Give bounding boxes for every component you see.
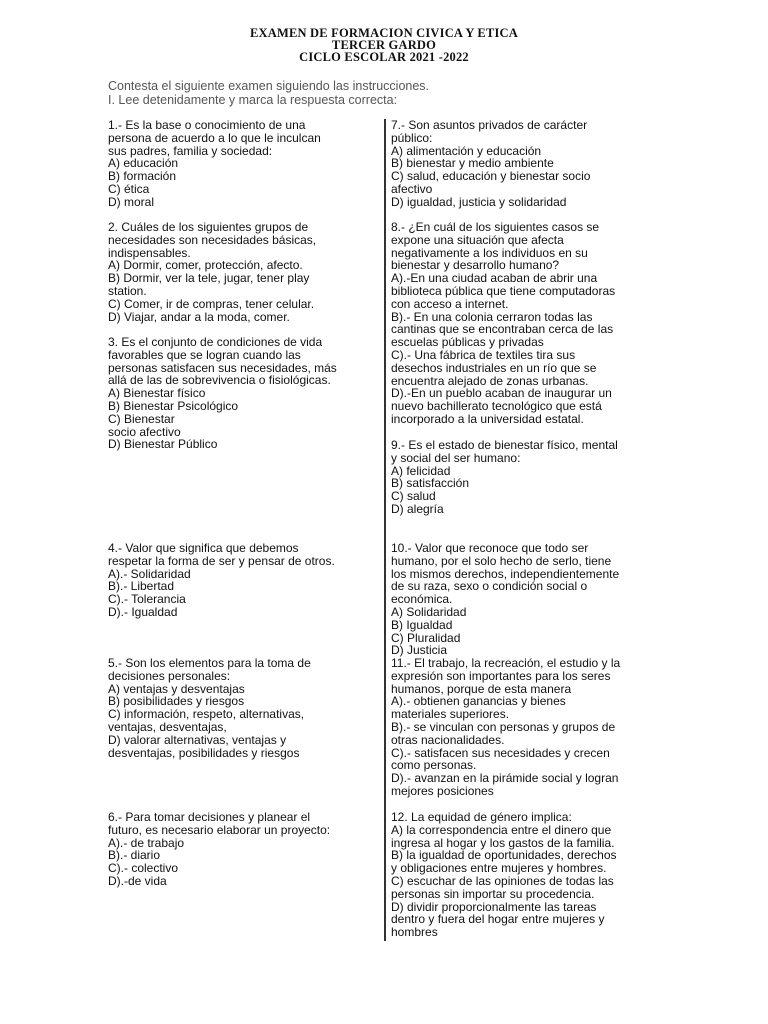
question-line: B) Igualdad xyxy=(391,617,453,632)
question-line: C).- satisfacen sus necesidades y crecen xyxy=(391,745,610,760)
question-line: biblioteca pública que tiene computadoras xyxy=(391,283,616,298)
question-line: C) Pluralidad xyxy=(391,630,461,645)
question-line: C) Comer, ir de compras, tener celular. xyxy=(108,296,315,311)
question-line: público: xyxy=(391,130,433,145)
question-line: y social del ser humano: xyxy=(391,450,521,465)
question-line: necesidades son necesidades básicas, xyxy=(108,232,317,247)
question-line: A) la correspondencia entre el dinero que xyxy=(391,822,612,837)
question-3 xyxy=(108,336,376,451)
question-line: A) Bienestar físico xyxy=(108,386,206,401)
question-line: A).- Solidaridad xyxy=(108,566,191,581)
question-text-line: 12. La equidad de género implica: xyxy=(391,810,572,824)
question-line: C) ética xyxy=(108,181,150,196)
question-text-line: 3. Es el conjunto de condiciones de vida xyxy=(108,335,323,349)
question-line: nuevo bachillerato tecnológico que está xyxy=(391,399,602,414)
question-line: otras nacionalidades. xyxy=(391,732,505,747)
question-line: C).- Una fábrica de textiles tira sus xyxy=(391,347,576,362)
question-line: D).-de vida xyxy=(108,873,167,888)
question-line: ventajas, desventajas, xyxy=(108,719,227,734)
question-text-line: 2. Cuáles de los siguientes grupos de xyxy=(108,220,309,234)
question-line: D) Bienestar Público xyxy=(108,437,218,452)
question-line: negativamente a los individuos en su xyxy=(391,245,588,260)
question-line: D) dividir proporcionalmente las tareas xyxy=(391,899,597,914)
question-line: D).-En un pueblo acaban de inaugurar un xyxy=(391,386,612,401)
instructions xyxy=(108,80,429,107)
question-12 xyxy=(391,811,661,939)
question-line: materiales superiores. xyxy=(391,707,510,722)
question-line: D) Justicia xyxy=(391,643,448,658)
question-10 xyxy=(391,542,661,657)
question-line: como personas. xyxy=(391,758,477,773)
question-line: D) alegría xyxy=(391,501,444,516)
question-line: ingresa al hogar y los gastos de la familia. xyxy=(391,835,615,850)
question-line: B) la igualdad de oportunidades, derechos xyxy=(391,848,617,863)
question-11 xyxy=(391,657,661,798)
question-line: C) información, respeto, alternativas, xyxy=(108,707,305,722)
question-5 xyxy=(108,657,376,759)
question-line: C).- Tolerancia xyxy=(108,592,186,607)
question-line: y obligaciones entre mujeres y hombres. xyxy=(391,861,607,876)
question-6 xyxy=(108,811,376,888)
question-text-line: 1.- Es la base o conocimiento de una xyxy=(108,118,306,132)
question-line: A) alimentación y educación xyxy=(391,143,542,158)
question-line: desventajas, posibilidades y riesgos xyxy=(108,745,300,760)
question-line: station. xyxy=(108,283,147,298)
question-line: B) satisfacción xyxy=(391,476,470,491)
question-line: B) posibilidades y riesgos xyxy=(108,694,245,709)
question-line: B) Bienestar Psicológico xyxy=(108,398,239,413)
question-line: B).- se vinculan con personas y grupos de xyxy=(391,719,616,734)
question-line: favorables que se logran cuando las xyxy=(108,347,301,362)
question-line: hombres xyxy=(391,925,438,940)
exam-grade: TERCER GARDO xyxy=(331,38,437,52)
question-text-line: 11.- El trabajo, la recreación, el estudio y la xyxy=(391,656,621,670)
question-line: A).- de trabajo xyxy=(108,835,185,850)
question-line: económica. xyxy=(391,592,453,607)
question-line: C) salud, educación y bienestar socio xyxy=(391,169,591,184)
question-line: humano, por el solo hecho de serlo, tiene xyxy=(391,553,612,568)
question-line: B) formación xyxy=(108,169,177,184)
question-line: A) educación xyxy=(108,156,179,171)
question-line: C) salud xyxy=(391,489,436,504)
question-7 xyxy=(391,119,661,209)
question-line: indispensables. xyxy=(108,245,191,260)
question-line: desechos industriales en un río que se xyxy=(391,360,597,375)
question-line: con acceso a internet. xyxy=(391,296,509,311)
question-line: persona de acuerdo a lo que le inculcan xyxy=(108,130,321,145)
question-line: bienestar y desarrollo humano? xyxy=(391,258,560,273)
question-line: de su raza, sexo o condición social o xyxy=(391,579,588,594)
question-line: socio afectivo xyxy=(108,424,181,439)
question-text-line: 5.- Son los elementos para la toma de xyxy=(108,656,311,670)
question-line: A) Solidaridad xyxy=(391,604,467,619)
question-4 xyxy=(108,542,376,619)
question-line: C) escuchar de las opiniones de todas las xyxy=(391,873,614,888)
question-text-line: 8.- ¿En cuál de los siguientes casos se xyxy=(391,220,600,234)
question-line: A).- obtienen ganancias y bienes xyxy=(391,694,566,709)
question-line: personas satisfacen sus necesidades, más xyxy=(108,360,337,375)
question-line: incorporado a la universidad estatal. xyxy=(391,411,584,426)
question-line: D) igualdad, justicia y solidaridad xyxy=(391,194,567,209)
instructions-line-2: I. Lee detenidamente y marca la respuesta correcta: xyxy=(108,92,398,107)
question-line: D) Viajar, andar a la moda, comer. xyxy=(108,309,290,324)
question-line: allá de las de sobrevivencia o fisiológicas. xyxy=(108,373,331,388)
question-line: B).- Libertad xyxy=(108,579,175,594)
question-line: humanos, porque de esta manera xyxy=(391,681,572,696)
question-line: A).-En una ciudad acaban de abrir una xyxy=(391,271,598,286)
question-line: sus padres, familia y sociedad: xyxy=(108,143,273,158)
question-line: encuentra alejado de zonas urbanas. xyxy=(391,373,589,388)
question-line: cantinas que se encontraban cerca de las xyxy=(391,322,614,337)
question-line: D).- Igualdad xyxy=(108,604,178,619)
question-line: los mismos derechos, independientemente xyxy=(391,566,620,581)
exam-header xyxy=(0,27,768,63)
question-text-line: 4.- Valor que significa que debemos xyxy=(108,541,299,555)
question-9 xyxy=(391,439,661,516)
question-line: escuelas públicas y privadas xyxy=(391,335,544,350)
question-line: A) ventajas y desventajas xyxy=(108,681,245,696)
question-line: dentro y fuera del hogar entre mujeres y xyxy=(391,912,605,927)
instructions-line-1: Contesta el siguiente examen siguiendo las instrucciones. xyxy=(108,79,430,93)
question-line: D).- avanzan en la pirámide social y logran xyxy=(391,771,619,786)
question-line: expresión son importantes para los seres xyxy=(391,668,611,683)
question-line: D) moral xyxy=(108,194,155,209)
question-text-line: 9.- Es el estado de bienestar físico, mental xyxy=(391,438,618,452)
question-line: B) Dormir, ver la tele, jugar, tener play xyxy=(108,271,310,286)
question-text-line: 7.- Son asuntos privados de carácter xyxy=(391,118,588,132)
question-line: B) bienestar y medio ambiente xyxy=(391,156,554,171)
question-line: B).- En una colonia cerraron todas las xyxy=(391,309,593,324)
question-line: respetar la forma de ser y pensar de otros. xyxy=(108,553,335,568)
column-divider xyxy=(384,119,386,941)
question-2 xyxy=(108,221,376,323)
exam-school-year: CICLO ESCOLAR 2021 -2022 xyxy=(299,50,469,64)
question-line: mejores posiciones xyxy=(391,783,494,798)
question-line: A) Dormir, comer, protección, afecto. xyxy=(108,258,303,273)
question-text-line: 6.- Para tomar decisiones y planear el xyxy=(108,810,311,824)
question-text-line: 10.- Valor que reconoce que todo ser xyxy=(391,541,589,555)
question-line: A) felicidad xyxy=(391,463,451,478)
question-line: afectivo xyxy=(391,181,433,196)
question-8 xyxy=(391,221,661,426)
question-line: personas sin importar su procedencia. xyxy=(391,886,595,901)
question-1 xyxy=(108,119,376,209)
question-line: decisiones personales: xyxy=(108,668,231,683)
question-line: D) valorar alternativas, ventajas y xyxy=(108,732,287,747)
question-line: C) Bienestar xyxy=(108,411,175,426)
question-line: C).- colectivo xyxy=(108,861,179,876)
question-line: expone una situación que afecta xyxy=(391,232,564,247)
exam-title: EXAMEN DE FORMACION CIVICA Y ETICA xyxy=(249,26,519,40)
question-line: futuro, es necesario elaborar un proyecto: xyxy=(108,822,331,837)
question-line: B).- diario xyxy=(108,848,161,863)
